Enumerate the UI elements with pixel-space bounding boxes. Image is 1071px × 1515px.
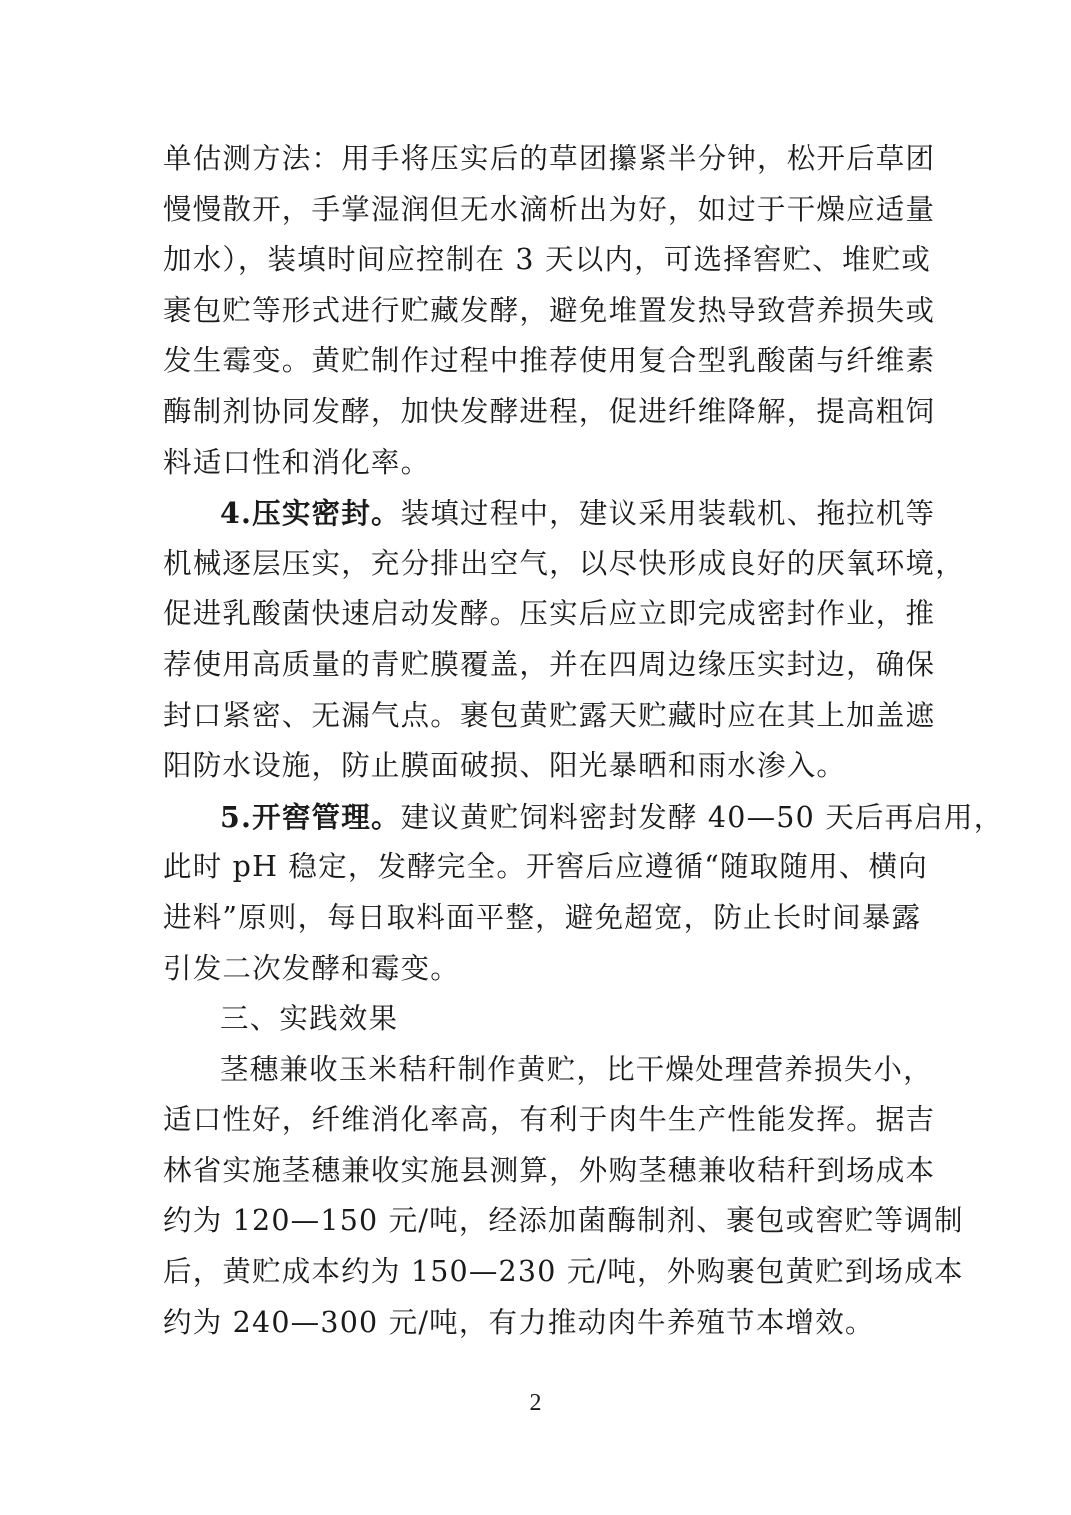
- section-4-text: 装填过程中，建议采用装载机、拖拉机等: [400, 497, 936, 531]
- paragraph-line: 此时 pH 稳定，发酵完全。开窖后应遵循“随取随用、横向: [163, 850, 928, 884]
- page-number: 2: [529, 1390, 542, 1416]
- paragraph-line: 约为 240—300 元/吨，有力推动肉牛养殖节本增效。: [163, 1305, 875, 1339]
- paragraph-line: 加水），装填时间应控制在 3 天以内，可选择窖贮、堆贮或: [163, 243, 932, 277]
- paragraph-line: 酶制剂协同发酵，加快发酵进程，促进纤维降解，提高粗饲: [163, 394, 936, 428]
- section-4-first-line: [163, 488, 936, 539]
- paragraph-line: 裹包贮等形式进行贮藏发酵，避免堆置发热导致营养损失或: [163, 293, 936, 327]
- paragraph-line: 发生霉变。黄贮制作过程中推荐使用复合型乳酸菌与纤维素: [163, 344, 936, 378]
- section-5-text: 建议黄贮饲料密封发酵 40—50 天后再启用，: [400, 800, 1004, 834]
- section-4-title: 4.压实密封。: [220, 496, 401, 531]
- paragraph-line: 荐使用高质量的青贮膜覆盖，并在四周边缘压实封边，确保: [163, 647, 936, 681]
- paragraph-line: 单估测方法：用手将压实后的草团攥紧半分钟，松开后草团: [163, 142, 936, 175]
- paragraph-line: 茎穗兼收玉米秸秆制作黄贮，比干燥处理营养损失小，: [220, 1052, 933, 1086]
- section-5-first-line: [163, 792, 1004, 843]
- paragraph-line: 约为 120—150 元/吨，经添加菌酶制剂、裹包或窖贮等调制: [163, 1204, 964, 1238]
- paragraph-line: 进料”原则，每日取料面平整，避免超宽，防止长时间暴露: [163, 900, 922, 934]
- paragraph-line: 促进乳酸菌快速启动发酵。压实后应立即完成密封作业，推: [163, 597, 936, 631]
- paragraph-line: 适口性好，纤维消化率高，有利于肉牛生产性能发挥。据吉: [163, 1103, 936, 1137]
- body-text: [163, 134, 1004, 1348]
- paragraph-line: 慢慢散开，手掌湿润但无水滴析出为好，如过于干燥应适量: [163, 192, 936, 226]
- section-3-heading: 三、实践效果: [220, 1002, 399, 1036]
- section-5-title: 5.开窖管理。: [220, 799, 401, 834]
- paragraph-line: 后，黄贮成本约为 150—230 元/吨，外购裹包黄贮到场成本: [163, 1255, 964, 1289]
- paragraph-line: 林省实施茎穗兼收实施县测算，外购茎穗兼收秸秆到场成本: [163, 1153, 936, 1187]
- paragraph-line: 引发二次发酵和霉变。: [163, 951, 461, 985]
- paragraph-line: 阳防水设施，防止膜面破损、阳光暴晒和雨水渗入。: [163, 749, 847, 783]
- paragraph-line: 料适口性和消化率。: [163, 445, 431, 479]
- paragraph-line: 机械逐层压实，充分排出空气，以尽快形成良好的厌氧环境，: [163, 546, 965, 580]
- paragraph-line: 封口紧密、无漏气点。裹包黄贮露天贮藏时应在其上加盖遮: [163, 698, 936, 732]
